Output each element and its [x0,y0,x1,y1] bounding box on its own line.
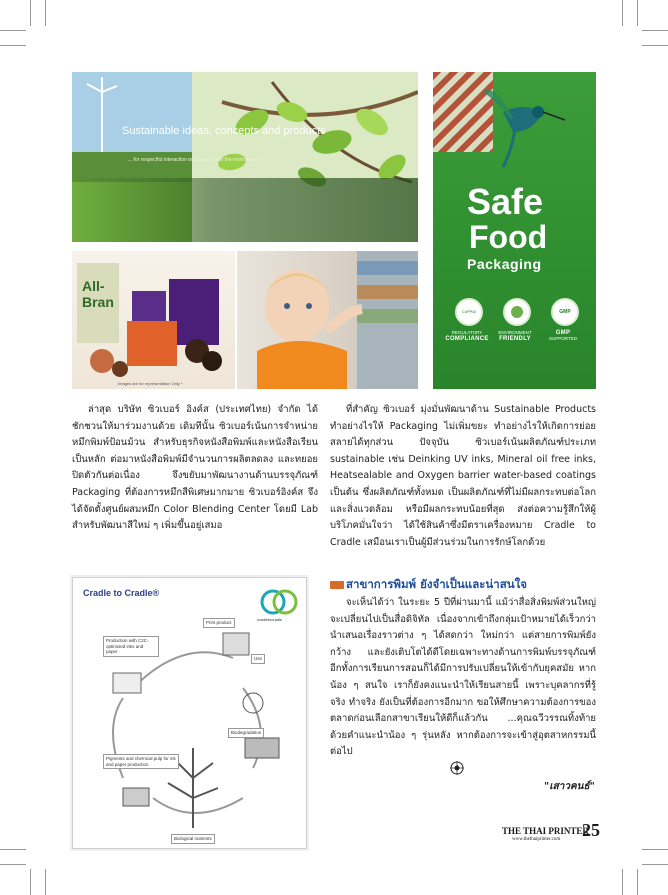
cradle-to-cradle-diagram [72,577,307,849]
target-end-mark-icon [450,761,464,775]
biological-nutrients-label: Biological nutrients [171,834,215,844]
production-label: Production with C2C-optimised inks and paper [103,636,159,657]
section-heading: สาขาการพิมพ์ ยังจำเป็นและน่าสนใจ [330,576,527,594]
pen-icon [330,581,344,589]
svg-text:Bran: Bran [82,294,114,310]
author-signature: "เสาวคนธ์" [544,781,595,792]
environment-friendly-badge-icon [503,298,531,326]
magazine-name: THE THAI PRINTER [502,826,589,836]
gmp-supported-label: GMP SUPPORTED [549,330,577,341]
biodegradation-label: Biodegradation [228,728,264,738]
child-shopping-photo [237,251,418,389]
packaging-headline: Packaging [467,256,542,272]
food-products-photo [72,251,235,389]
hummingbird-icon [433,72,596,182]
environment-friendly-label: ENVIRONMENT FRIENDLY [498,330,532,342]
right-column-paragraph: ที่สำคัญ ซิวเบอร์ มุ่งมั่นพัฒนาด้าน Sustainable Products ทำอย่างไรให้ Packaging ไม่เพิ่มขยะ ทำอย่างไรให้เกิดการย่อยสลายได้ทุกส่วน ปัจจุบัน ซิวเบอร์เน้นผลิตภัณฑ์ประเภท sustainable เช่น Deinking UV inks, Mineral oil free inks, Heatsealable and Oxygen barrier water-based coatings เป็นต้น ซึ่งผลิตภัณฑ์ทั้งหมด เป็นผลิตภัณฑ์ที่ไม่มีผลกระทบต่อโลกและสิ่งแวดล้อม หรือมีผลกระทบน้อยที่สุด ส่งต่อความรู้สึกให้ผู้บริโภคมั่นใจว่า ได้ใช้สินค้าซึ่งมีตราเครื่องหมาย Cradle to Cradle เสมือนเราเป็นผู้มีส่วนร่วมในการรักษ์โลกด้วย [330,404,596,548]
diagram-title: Cradle to Cradle® [83,588,160,598]
use-label: Use [251,654,265,664]
section-paragraph: จะเห็นได้ว่า ในระยะ 5 ปีที่ผ่านมานี้ แม้ว่าสื่อสิ่งพิมพ์ส่วนใหญ่จะเปลี่ยนไปเป็นสื่อดิจิทัล เนื่องจากเข้าถึงกลุ่มเป้าหมายได้เร็วกว่า นำเสนอเรื่องราวต่าง ๆ ได้สดกว่า ใหม่กว่า แต่สายการพิมพ์ยังกว้าง และยังเติบโตได้ดีโดยเฉพาะทางด้านการพิมพ์บรรจุภัณฑ์ อีกทั้งการเรียนการสอนก็ได้มีการปรับเปลี่ยนให้เข้ากับยุคสมัย หากน้อง ๆ สนใจ เราก็ยังคงแนะนำให้เรียนสายนี้ เพราะบุคลากรที่รู้จริง ทำจริง ยังเป็นที่ต้องการอีกมาก ขอให้ศึกษาความต้องการของตลาดก่อนเลือกสาขาเรียนให้ดีก็แล้วกัน ...คุณฉวีวรรณทิ้งท้ายด้วยคำแนะนำน้อง ๆ รุ่นหลัง หากต้องการจะเข้าสู่อุตสาหกรรมนี้ต่อไป [330,597,596,758]
magazine-url: www.thethaiprinter.com [512,837,561,842]
regulatory-compliance-label: REGULATORY COMPLIANCE [445,330,489,342]
pigments-label: Pigments and chemical pulp for ink and paper production [103,754,179,769]
c2c-logo-text: cradletocradle [257,617,283,622]
left-column-paragraph: ล่าสุด บริษัท ซิวเบอร์ อิงค์ส (ประเทศไทย) จำกัด ได้ชักชวนให้มาร่วมงานด้วย เดิมทีนั้น ซิวเบอร์เน้นการจำหน่ายหมึกพิมพ์ป้อนม้วน สำหรับธุรกิจหนังสือพิมพ์และหนังสือเรียนเป็นหลัก ต่อมาหนังสือพิมพ์มีจำนวนการผลิตลดลง และทยอยปิดตัวกันต่อเนื่อง จึงขยับมาพัฒนางานด้านบรรจุภัณฑ์ Packaging ที่ต้องการหมึกสีพิเศษมากมาย ซิวเบอร์อิงค์ส จึงได้จัดตั้งศูนย์ผสมหมึก Color Blending Center โดยมี Lab สำหรับพัฒนาสีใหม่ ๆ เพิ่มขึ้นอยู่เสมอ [72,404,318,532]
products-disclaimer: Images are for representation Only * [118,381,183,386]
regulatory-compliance-badge-icon: CoPPIA [455,298,483,326]
print-product-label: Print product [203,618,235,628]
svg-text:All-: All- [82,278,105,294]
food-headline: Food [469,219,548,255]
safe-headline: Safe [467,181,544,222]
cereal-box-illustration [72,251,235,389]
page-number: 25 [582,820,600,840]
sustainable-ideas-caption: Sustainable ideas, concepts and products [122,125,326,137]
sustainable-ideas-subcaption: ... for respectful interaction with people and the environment [128,157,261,163]
gmp-supported-badge-icon: GMP [551,298,579,326]
child-illustration [237,251,418,389]
